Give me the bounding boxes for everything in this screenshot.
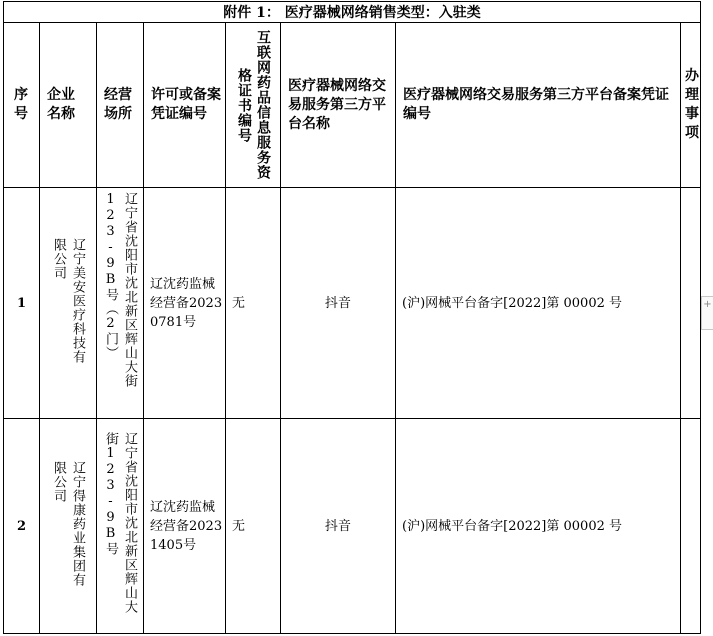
row-license: 辽沈药监械经营备20231405号 <box>144 419 226 634</box>
header-matter: 办理事项 <box>681 23 701 188</box>
row-company: 辽宁得康药业集团有限公司 <box>40 419 97 634</box>
row-address: 辽宁省沈阳市沈北新区辉山大街123-9B号 <box>97 419 144 634</box>
row-platform-name: 抖音 <box>281 419 396 634</box>
row-seq: 2 <box>4 419 40 634</box>
header-address: 经营场所 <box>97 23 144 188</box>
table-row <box>4 419 701 634</box>
header-license: 许可或备案凭证编号 <box>144 23 226 188</box>
header-row <box>4 23 701 188</box>
expand-handle[interactable]: + <box>701 296 713 330</box>
row-company: 辽宁美安医疗科技有限公司 <box>40 188 97 419</box>
header-info-service: 互联网药品信息服务资格证书编号 <box>226 23 281 188</box>
header-company: 企业名称 <box>40 23 97 188</box>
row-seq: 1 <box>4 188 40 419</box>
header-platform-record: 医疗器械网络交易服务第三方平台备案凭证编号 <box>396 23 681 188</box>
table-title: 附件 1： 医疗器械网络销售类型：入驻类 <box>4 2 701 23</box>
row-info-service: 无 <box>226 419 281 634</box>
header-seq: 序号 <box>4 23 40 188</box>
row-platform-record: (沪)网械平台备字[2022]第 00002 号 <box>396 419 681 634</box>
sales-table <box>3 1 701 634</box>
row-address: 辽宁省沈阳市沈北新区辉山大街123-9B号（2门） <box>97 188 144 419</box>
row-platform-record: (沪)网械平台备字[2022]第 00002 号 <box>396 188 681 419</box>
row-matter <box>681 188 701 419</box>
row-info-service: 无 <box>226 188 281 419</box>
row-matter <box>681 419 701 634</box>
header-platform-name: 医疗器械网络交易服务第三方平台名称 <box>281 23 396 188</box>
table-row <box>4 188 701 419</box>
row-license: 辽沈药监械经营备20230781号 <box>144 188 226 419</box>
row-platform-name: 抖音 <box>281 188 396 419</box>
